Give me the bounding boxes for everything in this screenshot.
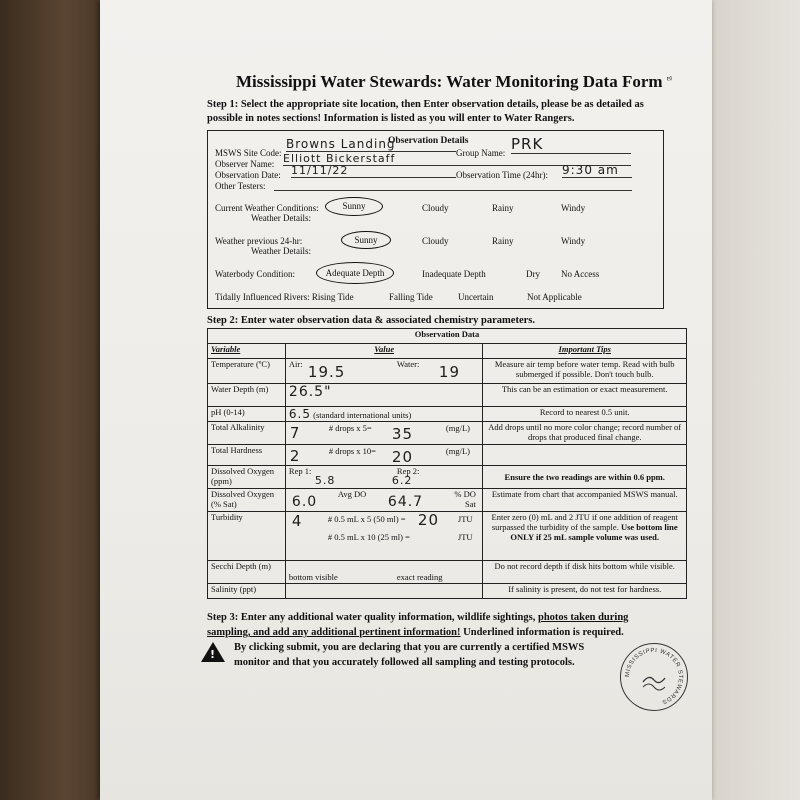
turbidity-drops-field[interactable]: 4 bbox=[291, 512, 303, 530]
step1-instructions: Step 1: Select the appropriate site location, then Enter observation details, please be as detailed as possible in notes sections! Information is listed as you will enter to Water Rangers. bbox=[207, 99, 644, 124]
temperature-row bbox=[208, 359, 687, 384]
secchi-tip: Do not record depth if disk hits bottom while visible. bbox=[483, 561, 687, 584]
previous-weather-details-label: Weather Details: bbox=[251, 246, 311, 256]
ph-row bbox=[208, 407, 687, 422]
table-title-row bbox=[208, 329, 687, 344]
waterbody-no-access-option[interactable]: No Access bbox=[561, 269, 600, 279]
alkalinity-unit: (mg/L) bbox=[445, 423, 470, 433]
observation-date-label: Observation Date: bbox=[215, 170, 281, 180]
previous-weather-label: Weather previous 24-hr: bbox=[215, 236, 303, 246]
observation-time-field[interactable]: 9:30 am bbox=[562, 163, 632, 178]
observation-details-header: Observation Details bbox=[388, 136, 469, 146]
turbidity-tip-bold: Use bottom line ONLY if 25 mL sample volume was used. bbox=[510, 522, 678, 542]
turbidity-line2: # 0.5 mL x 10 (25 ml) = bbox=[327, 532, 410, 542]
svg-text:MISSISSIPPI WATER STEWARDS bbox=[625, 648, 683, 705]
site-code-field[interactable]: Browns Landing bbox=[286, 137, 456, 152]
pct-do-field[interactable]: 64.7 bbox=[387, 494, 424, 510]
secchi-label: Secchi Depth (m) bbox=[208, 561, 286, 584]
waterbody-dry-option[interactable]: Dry bbox=[526, 269, 540, 279]
observation-data-header: Observation Data bbox=[208, 329, 687, 344]
water-temp-field[interactable]: 19 bbox=[438, 363, 460, 381]
turbidity-row bbox=[208, 512, 687, 561]
turbidity-unit-2: JTU bbox=[457, 532, 473, 542]
group-name-field[interactable]: PRK bbox=[511, 135, 631, 154]
alkalinity-drops-field[interactable]: 7 bbox=[289, 424, 301, 442]
water-depth-row bbox=[208, 384, 687, 407]
waterbody-inadequate-option[interactable]: Inadequate Depth bbox=[422, 269, 486, 279]
hardness-unit: (mg/L) bbox=[445, 446, 470, 456]
table-surface-right bbox=[710, 0, 800, 800]
current-weather-sunny-option[interactable]: Sunny bbox=[325, 197, 383, 216]
dissolved-oxygen-label: Dissolved Oxygen (ppm) bbox=[208, 466, 286, 489]
tidal-uncertain-option[interactable]: Uncertain bbox=[458, 292, 494, 302]
group-name-label: Group Name: bbox=[456, 148, 506, 158]
title-note: ɐʇ bbox=[666, 74, 672, 83]
turbidity-label: Turbidity bbox=[208, 512, 286, 561]
secchi-bottom-visible-option[interactable]: bottom visible bbox=[288, 572, 338, 582]
dissolved-oxygen-sat-label: Dissolved Oxygen (% Sat) bbox=[208, 489, 286, 512]
hardness-multiplier: # drops x 10= bbox=[328, 446, 376, 456]
ph-unit: (standard international units) bbox=[313, 410, 412, 420]
avg-do-label: Avg DO bbox=[337, 489, 367, 499]
dissolved-oxygen-sat-row bbox=[208, 489, 687, 512]
rep2-field[interactable]: 6.2 bbox=[391, 474, 413, 487]
turbidity-tip bbox=[483, 512, 687, 561]
water-depth-field[interactable]: 26.5" bbox=[288, 384, 332, 400]
ph-field[interactable]: 6.5 bbox=[288, 407, 311, 421]
previous-weather-windy-option[interactable]: Windy bbox=[561, 236, 586, 246]
seal-text: MISSISSIPPI WATER STEWARDS bbox=[624, 647, 684, 705]
alkalinity-multiplier: # drops x 5= bbox=[328, 423, 372, 433]
form-title: Mississippi Water Stewards: Water Monitoring Data Form $^{ɐʇ}$ bbox=[236, 72, 672, 91]
salinity-row bbox=[208, 584, 687, 599]
previous-weather-cloudy-option[interactable]: Cloudy bbox=[422, 236, 449, 246]
step2-instructions: Step 2: Enter water observation data & associated chemistry parameters. bbox=[207, 315, 535, 326]
pct-do-label: % DO Sat bbox=[454, 489, 476, 509]
rep2-label: Rep 2: bbox=[396, 466, 420, 476]
other-testers-field[interactable] bbox=[274, 190, 632, 191]
current-weather-windy-option[interactable]: Windy bbox=[561, 203, 586, 213]
water-depth-cell bbox=[285, 384, 483, 407]
current-weather-rainy-option[interactable]: Rainy bbox=[492, 203, 514, 213]
step3-required-text: photos taken during sampling, and add any additional pertinent information! bbox=[207, 612, 629, 638]
current-weather-details-label: Weather Details: bbox=[251, 213, 311, 223]
tidal-falling-option[interactable]: Falling Tide bbox=[389, 292, 433, 302]
turbidity-value-field[interactable]: 20 bbox=[417, 511, 439, 529]
air-label: Air: bbox=[288, 359, 303, 369]
ph-tip: Record to nearest 0.5 unit. bbox=[483, 407, 687, 422]
hardness-value-field[interactable]: 20 bbox=[391, 448, 413, 466]
submit-declaration: By clicking submit, you are declaring that you are currently a certified MSWS monitor and that you accurately followed all sampling and testing protocols. bbox=[234, 642, 585, 668]
dissolved-oxygen-sat-tip: Estimate from chart that accompanied MSWS manual. bbox=[483, 489, 687, 512]
tips-column-header: Important Tips bbox=[483, 344, 687, 359]
hardness-row bbox=[208, 445, 687, 466]
secchi-row bbox=[208, 561, 687, 584]
ph-label: pH (0-14) bbox=[208, 407, 286, 422]
current-weather-cloudy-option[interactable]: Cloudy bbox=[422, 203, 449, 213]
salinity-field[interactable] bbox=[285, 584, 483, 599]
observer-name-label: Observer Name: bbox=[215, 159, 275, 169]
observation-date-field[interactable]: 11/11/22 bbox=[291, 164, 456, 178]
other-testers-label: Other Testers: bbox=[215, 181, 266, 191]
secchi-cell bbox=[285, 561, 483, 584]
hardness-label: Total Hardness bbox=[208, 445, 286, 466]
table-header-row bbox=[208, 344, 687, 359]
turbidity-line1: # 0.5 mL x 5 (50 ml) = bbox=[327, 514, 406, 524]
hardness-cell bbox=[285, 445, 483, 466]
temperature-values bbox=[285, 359, 483, 384]
avg-do-field[interactable]: 6.0 bbox=[291, 494, 318, 510]
variable-column-header: Variable bbox=[208, 344, 286, 359]
dissolved-oxygen-sat-cell bbox=[285, 489, 483, 512]
turbidity-tip-text: Enter zero (0) mL and 2 JTU if one addition of reagent surpassed the turbidity of the sample. bbox=[491, 512, 678, 532]
salinity-tip: If salinity is present, do not test for hardness. bbox=[483, 584, 687, 599]
seal-text-graphic bbox=[621, 644, 687, 710]
waterbody-condition-label: Waterbody Condition: bbox=[215, 269, 296, 279]
dissolved-oxygen-cell bbox=[285, 466, 483, 489]
turbidity-unit: JTU bbox=[457, 514, 473, 524]
observer-name-field[interactable]: Elliott Bickerstaff bbox=[283, 152, 631, 166]
value-column-header: Value bbox=[285, 344, 483, 359]
tidal-not-applicable-option[interactable]: Not Applicable bbox=[527, 292, 582, 302]
step3-instructions: Step 3: Enter any additional water quality information, wildlife sightings, photos taken during sampling, and add any additional pertinent information! Underlined information is required. bbox=[207, 612, 629, 638]
waterbody-adequate-option[interactable]: Adequate Depth bbox=[316, 262, 394, 284]
observation-time-label: Observation Time (24hr): bbox=[456, 170, 548, 180]
salinity-label: Salinity (ppt) bbox=[208, 584, 286, 599]
dissolved-oxygen-row bbox=[208, 466, 687, 489]
alkalinity-tip: Add drops until no more color change; record number of drops that produced final change. bbox=[483, 422, 687, 445]
air-temp-field[interactable]: 19.5 bbox=[307, 363, 346, 381]
table-surface-left bbox=[0, 0, 108, 800]
alkalinity-row bbox=[208, 422, 687, 445]
tidal-rivers-label: Tidally Influenced Rivers: Rising Tide bbox=[215, 292, 354, 302]
ph-cell bbox=[285, 407, 483, 422]
hardness-tip bbox=[483, 445, 687, 466]
dissolved-oxygen-tip: Ensure the two readings are within 0.6 ppm. bbox=[483, 466, 687, 489]
rep1-field[interactable]: 5.8 bbox=[314, 474, 336, 487]
site-code-label: MSWS Site Code: bbox=[215, 148, 282, 158]
temperature-label: Temperature (ºC) bbox=[208, 359, 286, 384]
previous-weather-sunny-option[interactable]: Sunny bbox=[341, 231, 391, 249]
alkalinity-value-field[interactable]: 35 bbox=[391, 425, 413, 443]
water-label: Water: bbox=[396, 359, 420, 369]
warning-exclamation-icon: ! bbox=[210, 648, 216, 661]
temperature-tip: Measure air temp before water temp. Read with bulb submerged if possible. Don't touch bulb. bbox=[483, 359, 687, 384]
rep1-label: Rep 1: bbox=[288, 466, 312, 476]
observation-data-table bbox=[207, 328, 687, 599]
hardness-drops-field[interactable]: 2 bbox=[289, 447, 301, 465]
turbidity-cell bbox=[285, 512, 483, 561]
mississippi-water-stewards-seal bbox=[620, 643, 688, 711]
previous-weather-rainy-option[interactable]: Rainy bbox=[492, 236, 514, 246]
secchi-exact-reading-option[interactable]: exact reading bbox=[396, 572, 443, 582]
water-depth-tip: This can be an estimation or exact measurement. bbox=[483, 384, 687, 407]
alkalinity-label: Total Alkalinity bbox=[208, 422, 286, 445]
water-depth-label: Water Depth (m) bbox=[208, 384, 286, 407]
current-weather-label: Current Weather Conditions: bbox=[215, 203, 319, 213]
alkalinity-cell bbox=[285, 422, 483, 445]
